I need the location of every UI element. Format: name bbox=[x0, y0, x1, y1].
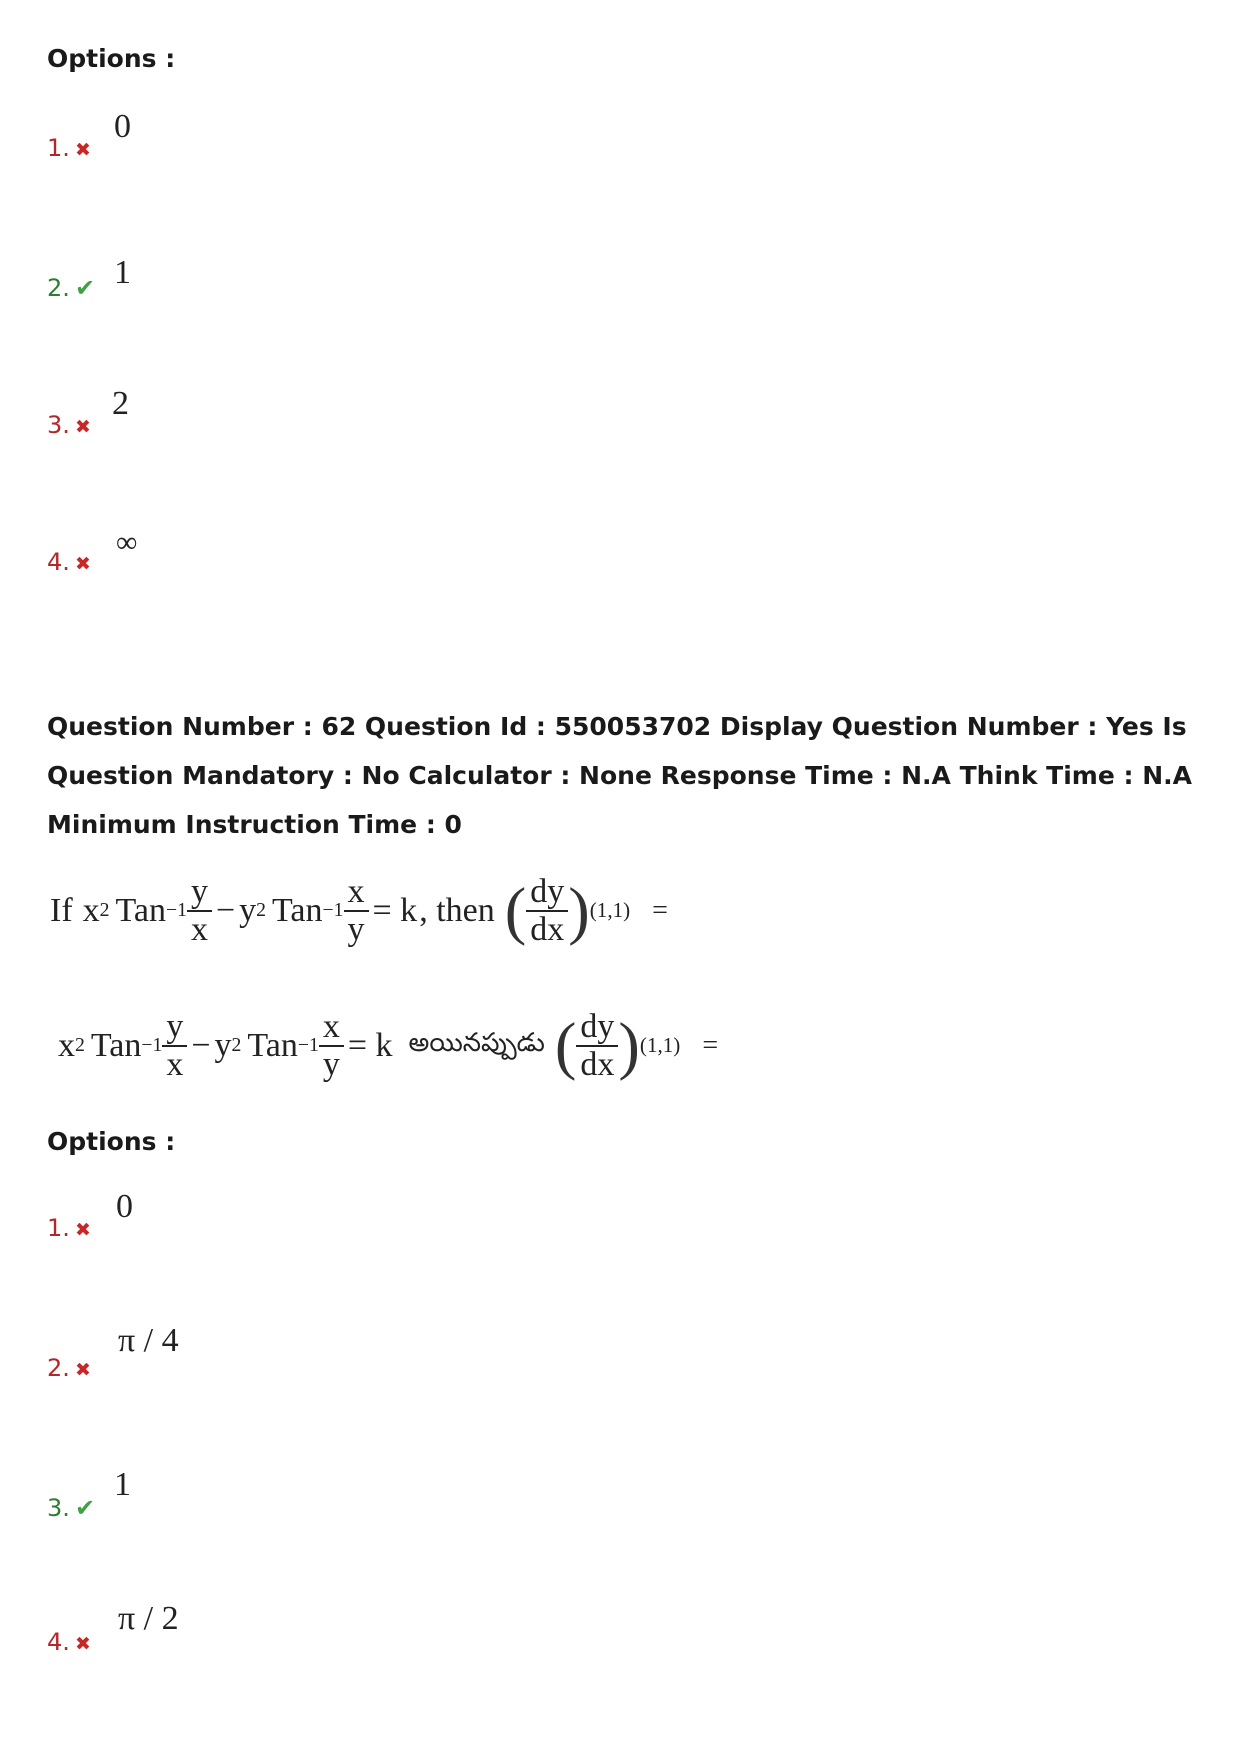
fraction-x-over-y: $\frac{x}{y}$ bbox=[319, 1009, 344, 1082]
option-3 bbox=[47, 411, 91, 439]
option-value: π / 4 bbox=[118, 1322, 179, 1359]
eq-minus: − bbox=[191, 1026, 211, 1064]
question-meta: Question Number : 62 Question Id : 550053702 Display Question Number : Yes Is Question Mandatory : No Calculator : None Response Time : N.A Think Time : N.A Minimum Instruction Time : 0 bbox=[47, 712, 1192, 839]
cross-icon: ✖ bbox=[75, 1219, 91, 1241]
right-paren: ) bbox=[568, 874, 590, 946]
options-heading: Options : bbox=[47, 1127, 176, 1156]
right-paren: ) bbox=[618, 1009, 640, 1081]
eq-square: 2 bbox=[75, 1034, 85, 1056]
fraction-dy-dx: $\frac{dy}{dx}$ bbox=[576, 1009, 618, 1082]
option-value: ∞ bbox=[116, 526, 138, 559]
eq-then: , then bbox=[419, 891, 495, 929]
eq-then-telugu: అయినప్పుడు bbox=[408, 1027, 545, 1058]
option-value: 0 bbox=[114, 108, 131, 145]
option-number: 4. bbox=[47, 548, 70, 576]
check-icon: ✔ bbox=[75, 1494, 96, 1522]
option-value: 2 bbox=[112, 385, 129, 422]
eq-square: 2 bbox=[231, 1034, 242, 1056]
eq-equals-k: = k bbox=[347, 1026, 393, 1064]
eq-square: 2 bbox=[256, 899, 267, 921]
eq-prefix: If bbox=[50, 891, 73, 929]
eq-tan: Tan bbox=[90, 1026, 142, 1064]
cross-icon: ✖ bbox=[75, 139, 91, 161]
question-text-telugu bbox=[58, 1008, 718, 1083]
eq-square: 2 bbox=[99, 899, 110, 921]
option-3 bbox=[47, 1494, 95, 1522]
question-text-english bbox=[50, 873, 668, 948]
eq-equals: = bbox=[702, 1029, 719, 1061]
fraction-y-over-x: $\frac{y}{x}$ bbox=[162, 1009, 187, 1082]
fraction-x-over-y: $\frac{x}{y}$ bbox=[344, 874, 369, 947]
eq-inverse: −1 bbox=[322, 899, 344, 921]
cross-icon: ✖ bbox=[75, 553, 91, 575]
cross-icon: ✖ bbox=[75, 1359, 91, 1381]
eval-point: (1,1) bbox=[589, 898, 631, 922]
eq-y: y bbox=[214, 1026, 232, 1064]
option-number: 2. bbox=[47, 274, 70, 302]
left-paren: ( bbox=[554, 1009, 577, 1081]
eq-tan: Tan bbox=[272, 891, 323, 929]
eq-equals-k: = k bbox=[372, 891, 418, 929]
option-4 bbox=[47, 548, 91, 576]
eq-x: x bbox=[58, 1026, 75, 1064]
check-icon: ✔ bbox=[75, 274, 96, 302]
option-number: 1. bbox=[47, 1214, 70, 1242]
eq-inverse: −1 bbox=[166, 899, 187, 921]
option-2 bbox=[47, 1354, 91, 1382]
option-1 bbox=[47, 134, 91, 162]
eq-y: y bbox=[239, 891, 257, 929]
option-2 bbox=[47, 274, 95, 302]
eq-tan: Tan bbox=[247, 1026, 298, 1064]
fraction-dy-dx: $\frac{dy}{dx}$ bbox=[526, 874, 568, 947]
eq-minus: − bbox=[215, 891, 236, 929]
option-number: 1. bbox=[47, 134, 70, 162]
option-number: 3. bbox=[47, 411, 70, 439]
options-heading: Options : bbox=[47, 44, 176, 73]
eval-point: (1,1) bbox=[639, 1033, 681, 1057]
option-value: 0 bbox=[116, 1188, 133, 1225]
option-1 bbox=[47, 1214, 91, 1242]
cross-icon: ✖ bbox=[75, 1633, 91, 1655]
fraction-y-over-x: $\frac{y}{x}$ bbox=[187, 874, 212, 947]
option-number: 2. bbox=[47, 1354, 70, 1382]
eq-tan: Tan bbox=[115, 891, 167, 929]
cross-icon: ✖ bbox=[75, 416, 91, 438]
eq-x: x bbox=[82, 891, 100, 929]
option-4 bbox=[47, 1628, 91, 1656]
eq-inverse: −1 bbox=[297, 1034, 319, 1056]
option-value: 1 bbox=[114, 1466, 131, 1503]
eq-equals: = bbox=[652, 894, 668, 926]
option-number: 4. bbox=[47, 1628, 70, 1656]
option-value: π / 2 bbox=[118, 1600, 179, 1637]
option-value: 1 bbox=[114, 254, 131, 291]
eq-inverse: −1 bbox=[141, 1034, 163, 1056]
option-number: 3. bbox=[47, 1494, 70, 1522]
left-paren: ( bbox=[504, 874, 527, 946]
